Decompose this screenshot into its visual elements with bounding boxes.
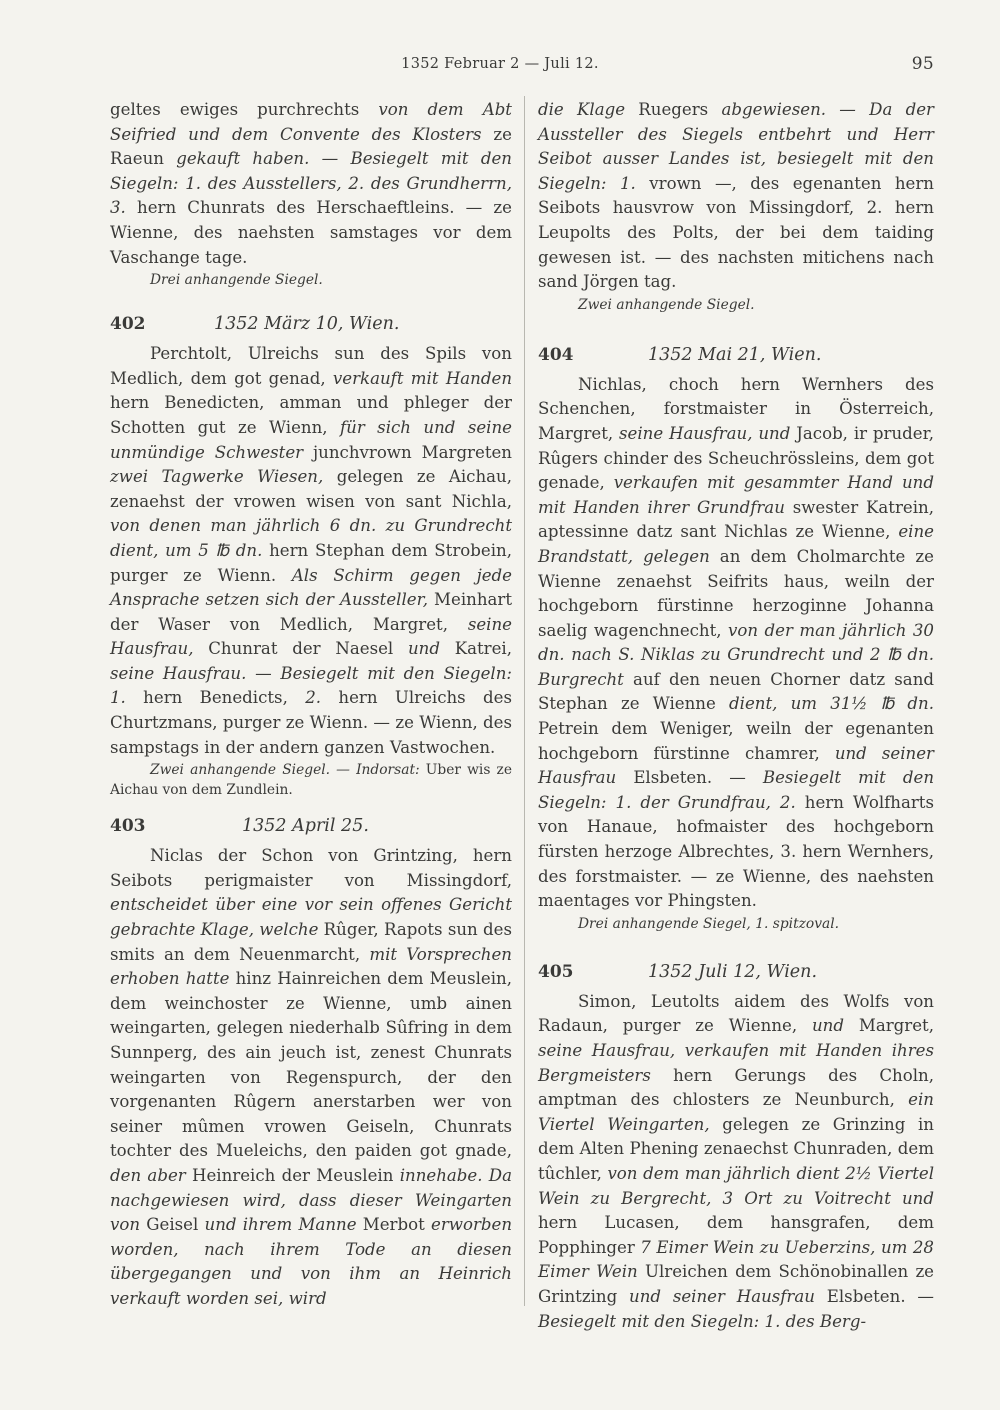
page-header — [0, 56, 1000, 82]
right-column — [538, 98, 934, 1334]
entry-heading-404 — [538, 343, 934, 369]
seal-note-402: Zwei anhangende Siegel. — Indorsat: Uber wis ze Aichau von dem Zundlein. — [110, 762, 512, 799]
left-column — [110, 98, 512, 1312]
page-number: 95 — [911, 54, 934, 74]
entry-date: 1352 Juli 12, Wien. — [648, 961, 818, 982]
entry-number: 405 — [538, 961, 574, 982]
entry-date: 1352 März 10, Wien. — [214, 314, 400, 335]
seal-note: Zwei anhangende Siegel. — [578, 296, 755, 313]
continued-paragraph: die Klage Ruegers abgewiesen. — Da der Aussteller des Siegels entbehrt und Herr Seibot ausser Landes ist, besiegelt mit den Siegeln: 1. vrown —, des egenanten hern Seibots hausvrow von Missingdorf, 2. hern Leupolts des Polts, der bei dem taiding gewesen ist. — des nachsten mitichens nach sand Jörgen tag. — [538, 100, 934, 292]
seal-note-404: Drei anhangende Siegel, 1. spitzoval. — [578, 915, 840, 932]
entry-date: 1352 April 25. — [242, 816, 369, 837]
column-divider — [524, 96, 525, 1306]
continued-paragraph: geltes ewiges purchrechts von dem Abt Seifried und dem Convente des Klosters ze Raeun gekauft haben. — Besiegelt mit den Siegeln: 1. des Ausstellers, 2. des Grundherrn, 3. hern Chunrats des Herschaeftleins. — ze Wienne, des naehsten samstages vor dem Vaschange tage. — [110, 100, 512, 267]
entry-number: 404 — [538, 344, 574, 365]
entry-text-402: Perchtolt, Ulreichs sun des Spils von Medlich, dem got genad, verkauft mit Handen hern Benedicten, amman und phleger der Schotten gut ze Wienn, für sich und seine unmündige Schwester junchvrown Margreten zwei Tagwerke Wiesen, gelegen ze Aichau, zenaehst der vrowen wisen von sant Nichla, von denen man jährlich 6 dn. zu Grundrecht dient, um 5 ℔ dn. hern Stephan dem Strobein, purger ze Wienn. Als Schirm gegen jede Ansprache setzen sich der Aussteller, Meinhart der Waser von Medlich, Margret, seine Hausfrau, Chunrat der Naesel und Katrei, seine Hausfrau. — Besiegelt mit den Siegeln: 1. hern Benedicts, 2. hern Ulreichs des Churtzmans, purger ze Wienn. — ze Wienn, des sampstags in der andern ganzen Vastwochen. — [110, 344, 513, 757]
seal-note: Drei anhangende Siegel. — [150, 272, 323, 289]
entry-heading-403 — [110, 814, 512, 840]
entry-date: 1352 Mai 21, Wien. — [648, 344, 822, 365]
entry-heading-405 — [538, 960, 934, 986]
entry-heading-402 — [110, 312, 512, 338]
entry-number: 402 — [110, 314, 146, 335]
entry-text-403: Niclas der Schon von Grintzing, hern Seibots perigmaister von Missingdorf, entscheidet über eine vor sein offenes Gericht gebrachte Klage, welche Rûger, Rapots sun des smits an dem Neuenmarcht, mit Vorsprechen erhoben hatte hinz Hainreichen dem Meuslein, dem weinchoster ze Wienne, umb ainen weingarten, gelegen niederhalb Sûfring in dem Sunnperg, des ain jeuch ist, zenest Chunrats weingarten von Regenspurch, der den vorgenanten Rûgern anerstarben wer von seiner mûmen vrowen Geiseln, Chunrats tochter des Mueleichs, den paiden got gnade, den aber Heinreich der Meuslein innehabe. Da nachgewiesen wird, dass dieser Weingarten von Geisel und ihrem Manne Merbot erworben worden, nach ihrem Tode an diesen übergegangen und von ihm an Heinrich verkauft worden sei, wird — [110, 846, 513, 1308]
entry-number: 403 — [110, 816, 146, 837]
entry-text-405: Simon, Leutolts aidem des Wolfs von Radaun, purger ze Wienne, und Margret, seine Hausfrau, verkaufen mit Handen ihres Bergmeisters hern Gerungs des Choln, amptman des chlosters ze Neunburch, ein Viertel Weingarten, gelegen ze Grinzing in dem Alten Phening zenaechst Chunraden, dem tûchler, von dem man jährlich dient 2½ Viertel Wein zu Bergrecht, 3 Ort zu Voitrecht und hern Lucasen, dem hansgrafen, dem Popphinger 7 Eimer Wein zu Ueberzins, um 28 Eimer Wein Ulreichen dem Schönobinallen ze Grintzing und seiner Hausfrau Elsbeten. — Besiegelt mit den Siegeln: 1. des Berg- — [538, 991, 935, 1331]
entry-text-404: Nichlas, choch hern Wernhers des Schenchen, forstmaister in Österreich, Margret, seine Hausfrau, und Jacob, ir pruder, Rûgers chinder des Scheuchrössleins, dem got genade, verkaufen mit gesammter Hand und mit Handen ihrer Grundfrau swester Katrein, aptessinne datz sant Nichlas ze Wienne, eine Brandstatt, gelegen an dem Cholmarchte ze Wienne zenaehst Seifrits haus, weiln der hochgeborn fürstinne herzoginne Johanna saelig wagenchnecht, von der man jährlich 30 dn. nach S. Niklas zu Grundrecht und 2 ℔ dn. Burgrecht auf den neuen Chorner datz sand Stephan ze Wienne dient, um 31½ ℔ dn. Petrein dem Weniger, weiln der egenanten hochgeborn fürstinne chamrer, und seiner Hausfrau Elsbeten. — Besiegelt mit den Siegeln: 1. der Grundfrau, 2. hern Wolfharts von Hanaue, hofmaister des hochgeborn fürsten herzoge Albrechtes, 3. hern Wernhers, des forstmaister. — ze Wienne, des naehsten maentages vor Phingsten. — [538, 374, 935, 911]
running-head: 1352 Februar 2 — Juli 12. — [401, 56, 599, 72]
